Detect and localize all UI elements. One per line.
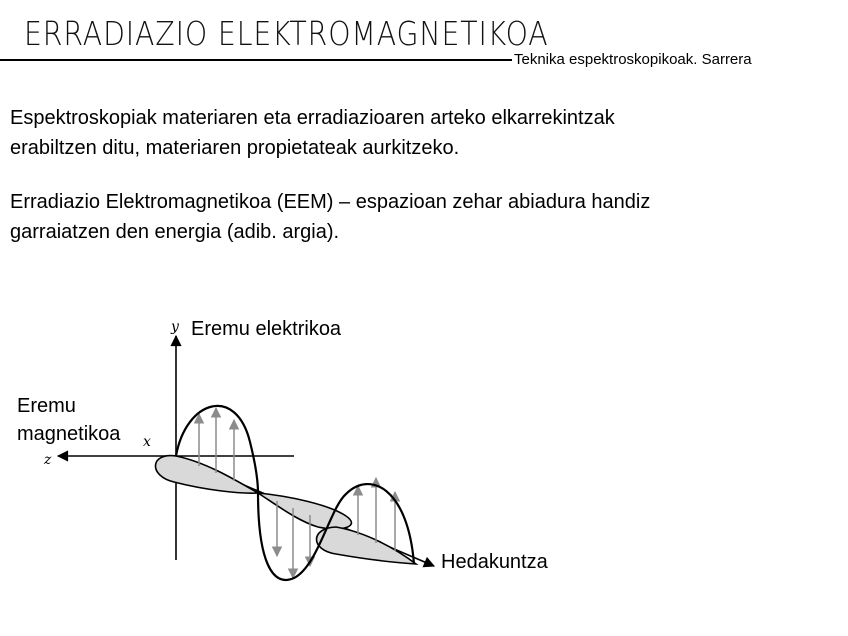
magnetic-field-lobe-3 (317, 527, 417, 564)
intro-line-2: erabiltzen ditu, materiaren propietateak aurkitzeko. (10, 137, 460, 159)
slide-title: ERRADIAZIO ELEKTROMAGNETIKOA (24, 14, 549, 53)
slide-subtitle: Teknika espektroskopikoak. Sarrera (514, 51, 752, 68)
definition-line-2: garraiatzen den energia (adib. argia). (10, 221, 340, 243)
axis-x-letter: x (143, 434, 151, 450)
propagation-label: Hedakuntza (441, 551, 548, 573)
axis-z-letter: z (44, 452, 52, 468)
electric-field-label: Eremu elektrikoa (191, 318, 342, 340)
intro-line-1: Espektroskopiak materiaren eta erradiazioaren arteko elkarrekintzak (10, 107, 615, 129)
magnetic-field-lobe-1 (155, 456, 258, 494)
axis-y-letter: y (171, 319, 179, 335)
magnetic-field-label (17, 392, 120, 448)
magnetic-field-lobe-2 (258, 493, 351, 529)
definition-line-1: Erradiazio Elektromagnetikoa (EEM) – espazioan zehar abiadura handiz (10, 191, 651, 213)
magnetic-label-line-2: magnetikoa (17, 423, 121, 445)
magnetic-label-line-1: Eremu (17, 395, 76, 417)
